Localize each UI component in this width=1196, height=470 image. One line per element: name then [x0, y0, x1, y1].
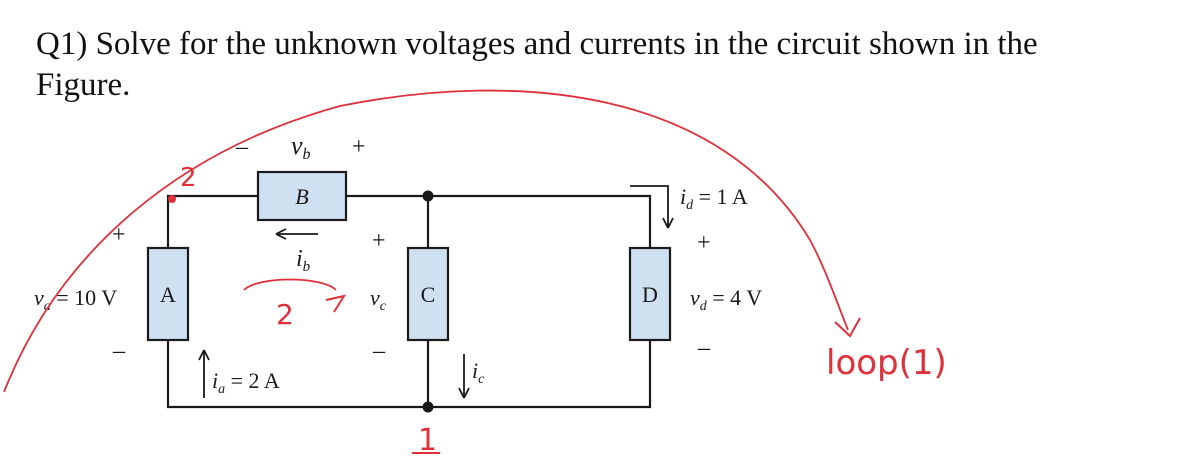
vc-label: $v_c$ — [370, 285, 386, 314]
element-a — [148, 248, 188, 340]
node-label-1: 1 — [418, 423, 438, 458]
vc-plus: + — [372, 228, 386, 254]
loop2-arrowhead — [326, 296, 344, 312]
element-b — [258, 172, 346, 220]
vb-minus: – — [236, 134, 248, 160]
ia-arrow — [199, 350, 209, 398]
ib-arrow — [276, 229, 318, 239]
element-c — [408, 248, 448, 340]
vc-minus: – — [373, 338, 385, 364]
svg-text:D: D — [642, 282, 658, 307]
node-label-2: 2 — [180, 163, 197, 193]
ia-label: $i_a = 2$ A — [212, 368, 280, 397]
node-bottom — [423, 402, 434, 413]
node-mark — [168, 195, 176, 203]
vd-plus: + — [697, 230, 711, 256]
vd-minus: – — [698, 335, 710, 361]
loop2-arc — [244, 280, 336, 291]
svg-text:C: C — [420, 282, 436, 307]
svg-text:A: A — [160, 282, 176, 307]
ic-label: $i_c$ — [472, 358, 485, 387]
id-arrow — [630, 186, 673, 228]
loop-number-2: 2 — [276, 298, 294, 331]
vd-label: $v_d = 4$ V — [690, 285, 763, 314]
va-plus: + — [112, 222, 126, 248]
ib-label: $i_b$ — [296, 246, 311, 275]
question-text: Q1) Solve for the unknown voltages and currents in the circuit shown in the Figure. — [36, 26, 1038, 103]
ic-arrow — [459, 354, 469, 398]
va-label: $v_a = 10$ V — [34, 285, 118, 314]
id-label: $i_d = 1$ A — [680, 184, 748, 213]
loop-label: loop(1) — [826, 343, 947, 383]
node-top — [423, 191, 434, 202]
vb-label: vb — [291, 131, 311, 163]
svg-text:B: B — [295, 184, 309, 209]
va-minus: – — [113, 338, 125, 364]
loop-path — [4, 91, 848, 392]
vb-plus: + — [352, 134, 366, 160]
element-d — [630, 248, 670, 340]
